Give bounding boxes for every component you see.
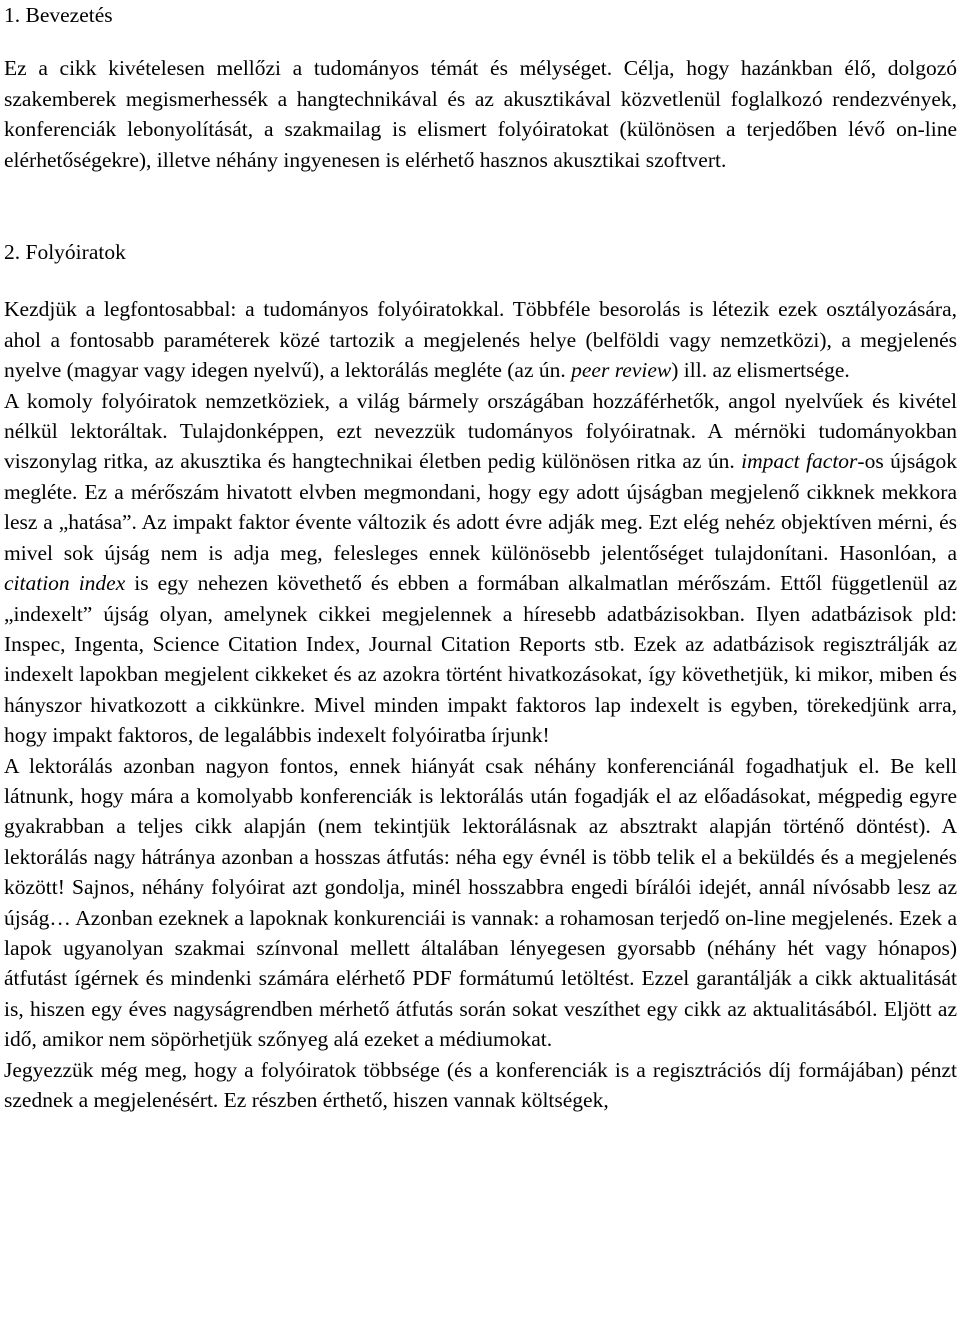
italic-term: citation index bbox=[4, 571, 126, 596]
text-run: -os újságok megléte. Ez a mérőszám hivatott elvben megmondani, hogy egy adott újságban megjelenő cikknek mekkora lesz a „hatása”. Az impakt faktor évente változik és adott évre adják meg. Ezt elég nehéz objektíven mérni, és mivel sok újság nem is adja meg, felesleges ennek különösebb jelentőséget tulajdonítani. Hasonlóan, a bbox=[4, 449, 957, 565]
text-run: ) ill. az elismertsége. bbox=[671, 358, 850, 383]
text-run: Jegyezzük még meg, hogy a folyóiratok többsége (és a konferenciák is a regisztrációs díj formájában) pénzt szednek a megjelenésért. Ez részben érthető, hiszen vannak költségek, bbox=[4, 1057, 957, 1112]
section-heading-introduction: 1. Bevezetés bbox=[4, 3, 113, 27]
section-body-journals bbox=[4, 294, 957, 1115]
text-run: A komoly folyóiratok nemzetköziek, a világ bármely országában hozzáférhetők, angol nyelvűek és kivétel nélkül lektoráltak. Tulajdonképpen, ezt nevezzük tudományos folyóiratnak. A mérnöki tudományokban viszonylag ritka, az akusztika és hangtechnikai életben pedig különösen ritka az ún. bbox=[4, 388, 957, 474]
text-run: Kezdjük a legfontosabbal: a tudományos folyóiratokkal. Többféle besorolás is létezik ezek osztályozására, ahol a fontosabb paraméterek közé tartozik a megjelenés helye (belföldi vagy nemzetközi), a megjelenés nyelve (magyar vagy idegen nyelvű), a lektorálás megléte (az ún. bbox=[4, 297, 957, 383]
paragraph bbox=[4, 386, 957, 751]
section-body-introduction bbox=[4, 53, 957, 175]
paragraph bbox=[4, 1055, 957, 1116]
paragraph bbox=[4, 294, 957, 385]
section-heading-journals: 2. Folyóiratok bbox=[4, 240, 126, 265]
italic-term: peer review bbox=[571, 358, 672, 383]
text-run: is egy nehezen követhető és ebben a formában alkalmatlan mérőszám. Ettől függetlenül az „indexelt” újság olyan, amelynek cikkei megjelennek a híresebb adatbázisokban. Ilyen adatbázisok pld: Inspec, Ingenta, Science Citation Index, Journal Citation Reports stb. Ezek az adatbázisok regisztrálják az indexelt lapokban megjelent cikkeket és az azokra történt hivatkozásokat, így követhetjük, ki mikor, miben és hányszor hivatkozott a cikkünkre. Mivel minden impakt faktoros lap indexelt is egyben, törekedjünk arra, hogy impakt faktoros, de legalábbis indexelt folyóiratba írjunk! bbox=[4, 571, 957, 748]
italic-term: impact factor bbox=[741, 449, 858, 474]
text-run: A lektorálás azonban nagyon fontos, ennek hiányát csak néhány konferenciánál fogadhatjuk el. Be kell látnunk, hogy mára a komolyabb konferenciák is lektorálás után fogadják el az előadásokat, mégpedig egyre gyakrabban a teljes cikk alapján (nem tekintjük lektorálásnak az absztrakt alapján történő döntést). A lektorálás nagy hátránya azonban a hosszas átfutás: néha egy évnél is több telik el a beküldés és a megjelenés között! Sajnos, néhány folyóirat azt gondolja, minél hosszabbra engedi bírálói idejét, annál nívósabb lesz az újság… Azonban ezeknek a lapoknak konkurenciái is vannak: a rohamosan terjedő on-line megjelenés. Ezek a lapok ugyanolyan szakmai színvonal mellett általában lényegesen gyorsabb (néhány hét vagy hónapos) átfutást ígérnek és mindenki számára elérhető PDF formátumú letöltést. Ezzel garantálják a cikk aktualitását is, hiszen egy éves nagyságrendben mérhető átfutás során sokat veszíthet egy cikk az aktualitásából. Eljött az idő, amikor nem söpörhetjük szőnyeg alá ezeket a médiumokat. bbox=[4, 753, 957, 1052]
paragraph bbox=[4, 751, 957, 1055]
document-content bbox=[4, 0, 957, 1115]
text-run: Ez a cikk kivételesen mellőzi a tudományos témát és mélységet. Célja, hogy hazánkban élő, dolgozó szakemberek megismerhessék a hangtechnikával és az akusztikával közvetlenül foglalkozó rendezvények, konferenciák lebonyolítását, a szakmailag is elismert folyóiratokat (különösen a terjedőben lévő on-line elérhetőségekre), illetve néhány ingyenesen is elérhető hasznos akusztikai szoftvert. bbox=[4, 56, 957, 172]
paragraph bbox=[4, 53, 957, 175]
